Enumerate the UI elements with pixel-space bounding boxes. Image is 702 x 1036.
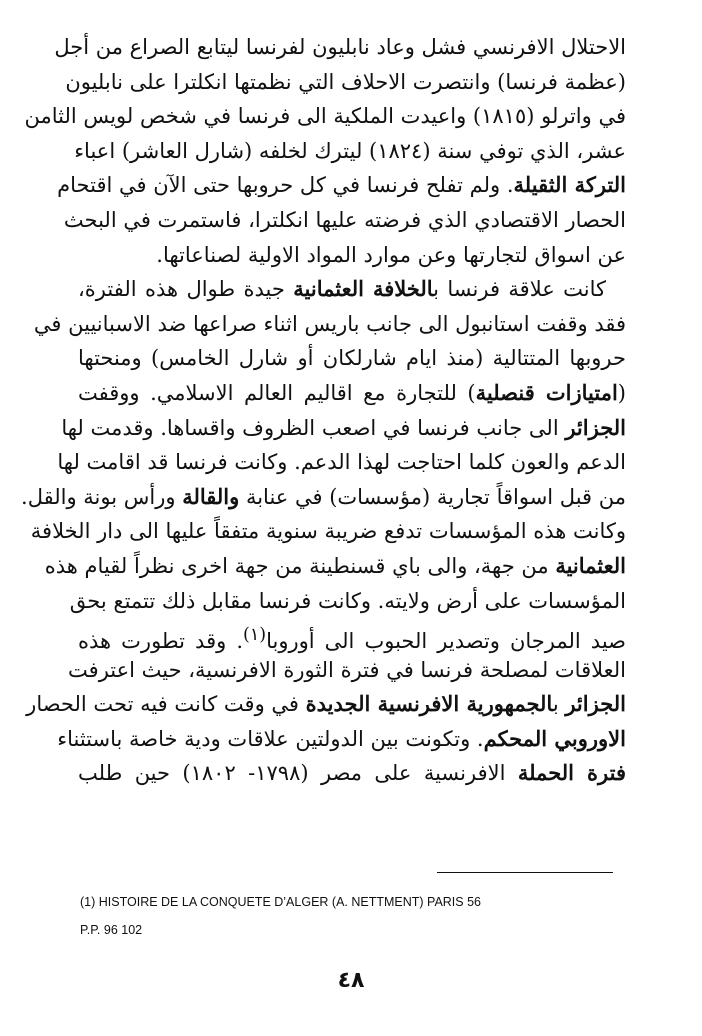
text-line: العلاقات لمصلحة فرنسا في فترة الثورة الافرنسية، حيث اعترفت — [68, 657, 626, 682]
text-run: ب — [552, 692, 566, 717]
bold-phrase: التركة الثقيلة — [513, 172, 626, 198]
bold-phrase: والقالة — [182, 483, 240, 509]
text-run: جيدة طوال هذه الفترة، — [78, 277, 294, 302]
paragraph-1 — [24, 30, 626, 272]
bold-phrase: الاوروبي المحكم — [483, 725, 626, 751]
text-run: من جهة، والى باي قسنطينة من جهة اخرى نظراً لقيام هذه — [44, 553, 556, 578]
text-line: فقد وقفت استانبول الى جانب باريس اثناء صراعها ضد الاسبانيين في — [33, 311, 626, 336]
paragraph-2 — [21, 272, 626, 791]
text-line: الحصار الاقتصادي الذي فرضته عليها انكلترا، فاستمرت في البحث — [63, 207, 626, 232]
text-line — [21, 480, 626, 515]
text-line — [78, 376, 626, 411]
text-run: ورأس بونة والقل. — [21, 484, 183, 509]
text-line: عشر، الذي توفي سنة (١٨٢٤) ليترك لخلفه (شارل العاشر) اعباء — [74, 138, 626, 163]
text-run: في وقت كانت فيه تحت الحصار — [26, 692, 306, 717]
text-line — [61, 411, 626, 446]
text-line: المؤسسات على أرض ولايته. وكانت فرنسا مقابل ذلك تتمتع بحق — [69, 588, 626, 613]
text-run: من قبل اسواقاً تجارية (مؤسسات) في عنابة — [239, 484, 626, 509]
text-run: ) للتجارة مع اقاليم العالم الاسلامي. ووقفت — [78, 380, 476, 405]
text-line — [57, 168, 626, 203]
bold-phrase: الجمهورية الافرنسية الجديدة — [305, 691, 553, 717]
footnote-marker: (١) — [243, 625, 267, 646]
text-line: الدعم والعون كلما احتاجت لهذا الدعم. وكانت فرنسا قد اقامت لها — [57, 450, 626, 475]
bold-phrase: الجزائر — [565, 691, 626, 717]
text-line: الاحتلال الافرنسي فشل وعاد نابليون لفرنسا ليتابع الصراع من أجل — [54, 35, 626, 59]
bold-phrase: الخلافة العثمانية — [293, 276, 434, 302]
text-line: (عظمة فرنسا) وانتصرت الاحلاف التي نظمتها انكلترا على نابليون — [65, 69, 626, 94]
text-run: . وقد تطورت هذه — [78, 629, 244, 654]
text-line: عن اسواق لتجارتها وعن موارد المواد الاولية لصناعاتها. — [156, 242, 626, 267]
text-run: صيد المرجان وتصدير الحبوب الى أوروبا — [266, 629, 626, 654]
text-line: وكانت هذه المؤسسات تدفع ضريبة سنوية متفقاً عليها الى دار الخلافة — [30, 519, 626, 544]
text-run: ( — [617, 380, 626, 405]
bold-phrase: فترة الحملة — [517, 760, 626, 786]
footnote-pages: P.P. 96 102 — [80, 923, 143, 937]
bold-phrase: العثمانية — [555, 552, 626, 578]
text-run: . ولم تفلح فرنسا في كل حروبها حتى الآن في اقتحام — [57, 173, 514, 198]
bold-phrase: امتيازات قنصلية — [475, 379, 618, 405]
footnote — [80, 888, 620, 944]
text-line — [26, 687, 626, 722]
text-run: . وتكونت بين الدولتين علاقات ودية خاصة باستثناء — [57, 726, 484, 751]
text-run: الافرنسية على مصر (١٧٩٨- ١٨٠٢) حين طلب — [78, 761, 518, 786]
page-number: ٤٨ — [337, 968, 365, 993]
footnote-citation: (1) HISTOIRE DE LA CONQUETE D’ALGER (A. NETTMENT) PARIS 56 — [80, 895, 481, 909]
footnote-divider — [437, 872, 613, 873]
text-line — [57, 722, 626, 757]
text-run: الى جانب فرنسا في اصعب الظروف واقساها. وقدمت لها — [61, 415, 566, 440]
bold-phrase: الجزائر — [565, 414, 626, 440]
text-line: في واترلو (١٨١٥) واعيدت الملكية الى فرنسا في شخص لويس الثامن — [24, 104, 626, 129]
text-line — [78, 618, 626, 653]
body-text — [21, 30, 626, 791]
text-run: كانت علاقة فرنسا ب — [433, 277, 607, 302]
text-line: حروبها المتتالية (منذ ايام شارلكان أو شارل الخامس) ومنحتها — [78, 346, 626, 371]
text-line — [78, 272, 626, 307]
text-line — [78, 756, 626, 791]
text-line — [44, 549, 626, 584]
